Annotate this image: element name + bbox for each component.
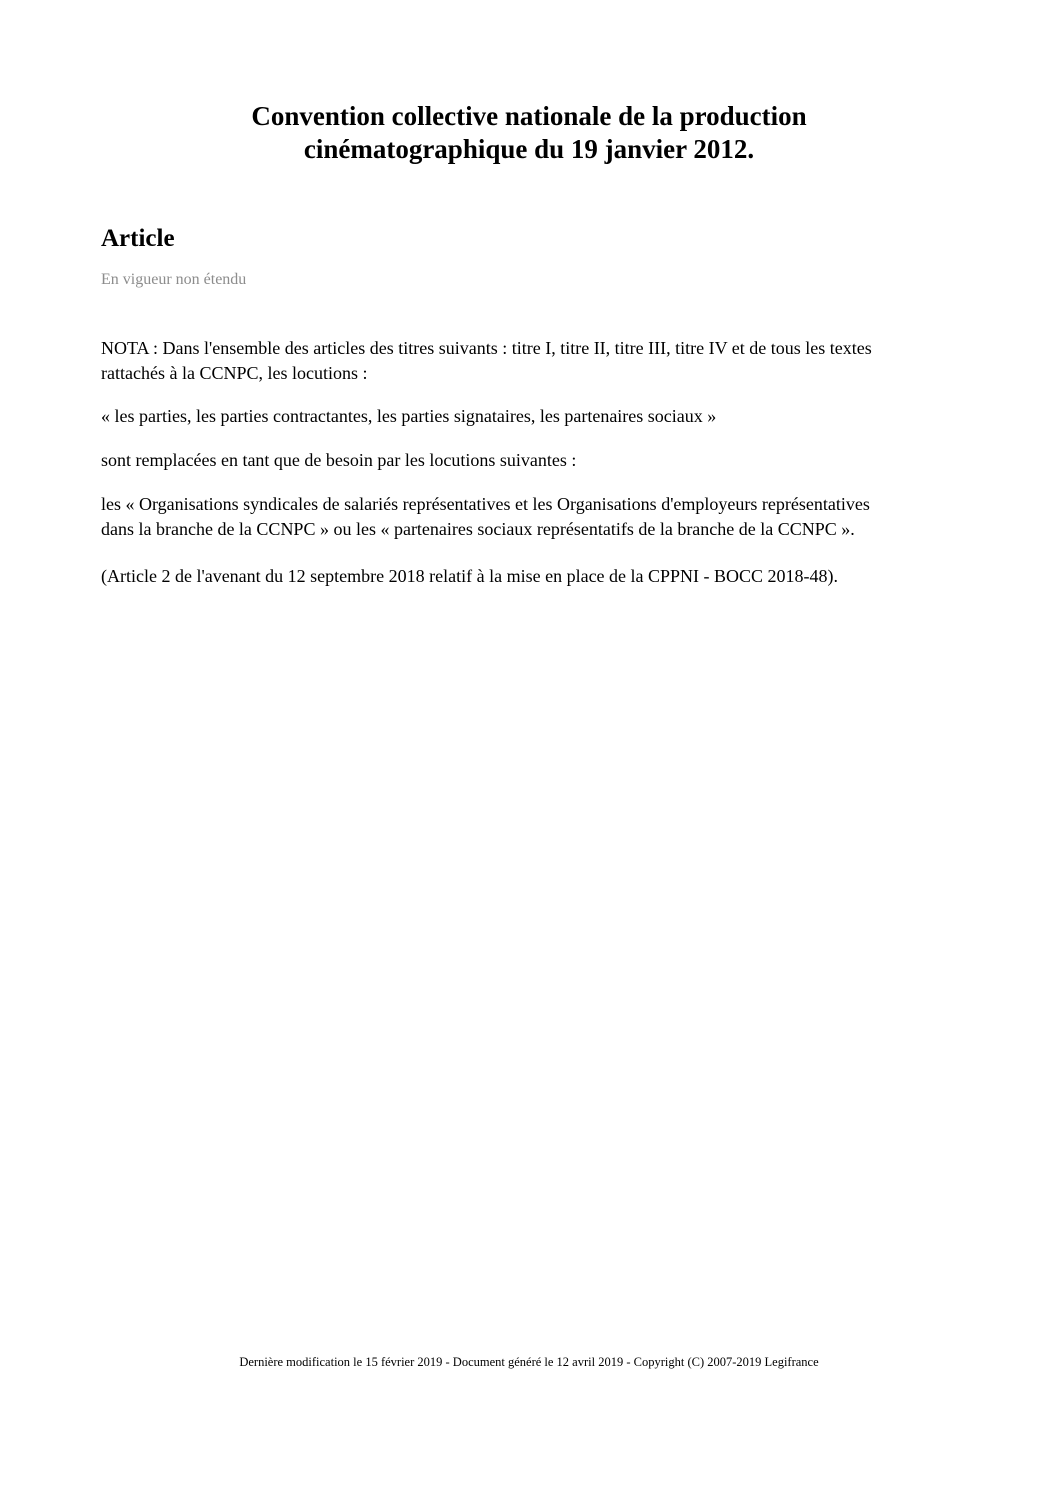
replacement-terms-line-1: les « Organisations syndicales de salariés représentatives et les Organisations d'employeurs représentatives [101, 494, 870, 514]
replacement-terms-line-2: dans la branche de la CCNPC » ou les « partenaires sociaux représentatifs de la branche de la CCNPC ». [101, 519, 855, 539]
quoted-terms-line-1: « les parties, les parties contractantes, les parties signataires, les partenaires sociaux » [101, 406, 717, 426]
document-title-line-2: cinématographique du 19 janvier 2012. [303, 134, 755, 164]
replacement-intro-paragraph [101, 448, 961, 473]
nota-paragraph-line-1: NOTA : Dans l'ensemble des articles des titres suivants : titre I, titre II, titre III, titre IV et de tous les textes [101, 338, 872, 358]
document-title [100, 100, 958, 166]
quoted-terms-paragraph [101, 404, 961, 429]
replacement-terms-paragraph [101, 492, 961, 542]
reference-paragraph [101, 564, 961, 589]
nota-paragraph [101, 336, 961, 386]
document-title-line-1: Convention collective nationale de la production [251, 101, 807, 131]
article-heading: Article [101, 225, 175, 252]
reference-line-1: (Article 2 de l'avenant du 12 septembre 2018 relatif à la mise en place de la CPPNI - BOCC 2018-48). [101, 566, 839, 586]
page-footer: Dernière modification le 15 février 2019 - Document généré le 12 avril 2019 - Copyright (C) 2007-2019 Legifrance [239, 1355, 819, 1369]
status-label: En vigueur non étendu [101, 271, 247, 288]
nota-paragraph-line-2: rattachés à la CCNPC, les locutions : [101, 363, 368, 383]
replacement-intro-line-1: sont remplacées en tant que de besoin par les locutions suivantes : [101, 450, 577, 470]
